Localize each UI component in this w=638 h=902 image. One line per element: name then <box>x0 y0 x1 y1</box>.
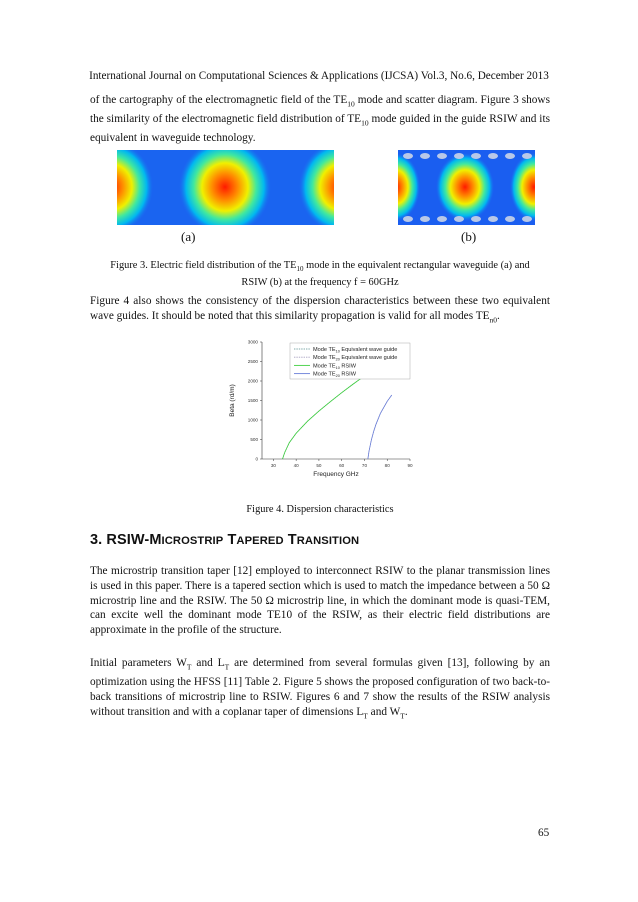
series-line-2 <box>368 395 392 459</box>
figure-3a-label: (a) <box>181 229 196 244</box>
y-tick-label: 1500 <box>247 398 258 404</box>
x-tick-label: 40 <box>293 463 299 468</box>
legend-entry: Mode $TE_{10}$ RSIW <box>313 363 356 370</box>
chart-legend <box>290 343 410 379</box>
paragraph-3: The microstrip transition taper [12] employed to interconnect RSIW to the planar transmission lines is used in this paper. There is a tapered section which is used to match the impedance between a 50 Ω microstrip line and the RSIW. The 50 Ω microstrip line, in which the dominant mode is quasi-TEM, can excite well the dominant mode TE10 of the RSIW, as their electric field distributions are approximate in the profile of the structure. <box>90 565 550 637</box>
legend-entry: Mode $TE_{10}$ Equivalent wave guide <box>313 347 398 354</box>
x-axis-label: Frequency GHz <box>313 471 359 478</box>
x-tick-label: 50 <box>316 463 322 468</box>
figure-3b-field-map <box>398 150 535 225</box>
x-tick-label: 60 <box>339 463 345 468</box>
figure-3b-label: (b) <box>461 229 477 244</box>
dispersion-chart <box>222 334 422 484</box>
y-axis-label: Beta (rd/m) <box>229 384 236 417</box>
y-tick-label: 500 <box>250 437 258 443</box>
x-tick-label: 70 <box>361 463 368 468</box>
y-tick-label: 3000 <box>247 339 258 345</box>
paragraph-4: Initial parameters $W_T$ and $L_T$ are determined from several formulas given [13], following by an optimization using the HFSS [11] Table 2. Figure 5 shows the proposed configuration of two back-to-back transitions of microstrip line to RSIW. Figures 6 and 7 show the results of the RSIW analysis without transition and with a coplanar taper of dimensions $L_T$ and $W_T$. <box>90 657 550 720</box>
section-heading: 3. RSIW-MICROSTRIP TAPERED TRANSITION <box>90 532 360 548</box>
legend-entry: Mode $TE_{20}$ RSIW <box>313 371 356 379</box>
y-tick-label: 1000 <box>247 417 258 423</box>
figure-3-caption: Figure 3. Electric field distribution of the $TE_{10}$ mode in the equivalent rectangular waveguide (a) and RSIW (b) at the frequency f = 60GHz <box>110 260 530 289</box>
y-tick-label: 0 <box>255 456 258 462</box>
journal-header: International Journal on Computational Sciences & Applications (IJCSA) Vol.3, No.6, December 2013 <box>89 70 549 82</box>
x-tick-label: 30 <box>270 463 276 468</box>
paragraph-2: Figure 4 also shows the consistency of the dispersion characteristics between these two equivalent wave guides. It should be noted that this similarity propagation is valid for all modes $TE_{n0}$. <box>90 295 550 325</box>
figure-4-caption: Figure 4. Dispersion characteristics <box>246 504 394 515</box>
figure-3a-field-map <box>117 150 334 225</box>
x-tick-label: 80 <box>384 463 390 468</box>
y-tick-label: 2500 <box>247 359 258 365</box>
series-line-4 <box>368 395 392 459</box>
paragraph-1: of the cartography of the electromagnetic field of the $TE_{10}$ mode and scatter diagram. Figure 3 shows the similarity of the electromagnetic field distribution of $TE_{10}$ mode guided in the guide RSIW and its equivalent in waveguide technology. <box>90 94 550 145</box>
x-tick-label: 90 <box>407 463 413 468</box>
y-tick-label: 2000 <box>247 378 258 384</box>
page-number: 65 <box>538 827 550 839</box>
legend-entry: Mode $TE_{20}$ Equivalent wave guide <box>313 355 398 362</box>
